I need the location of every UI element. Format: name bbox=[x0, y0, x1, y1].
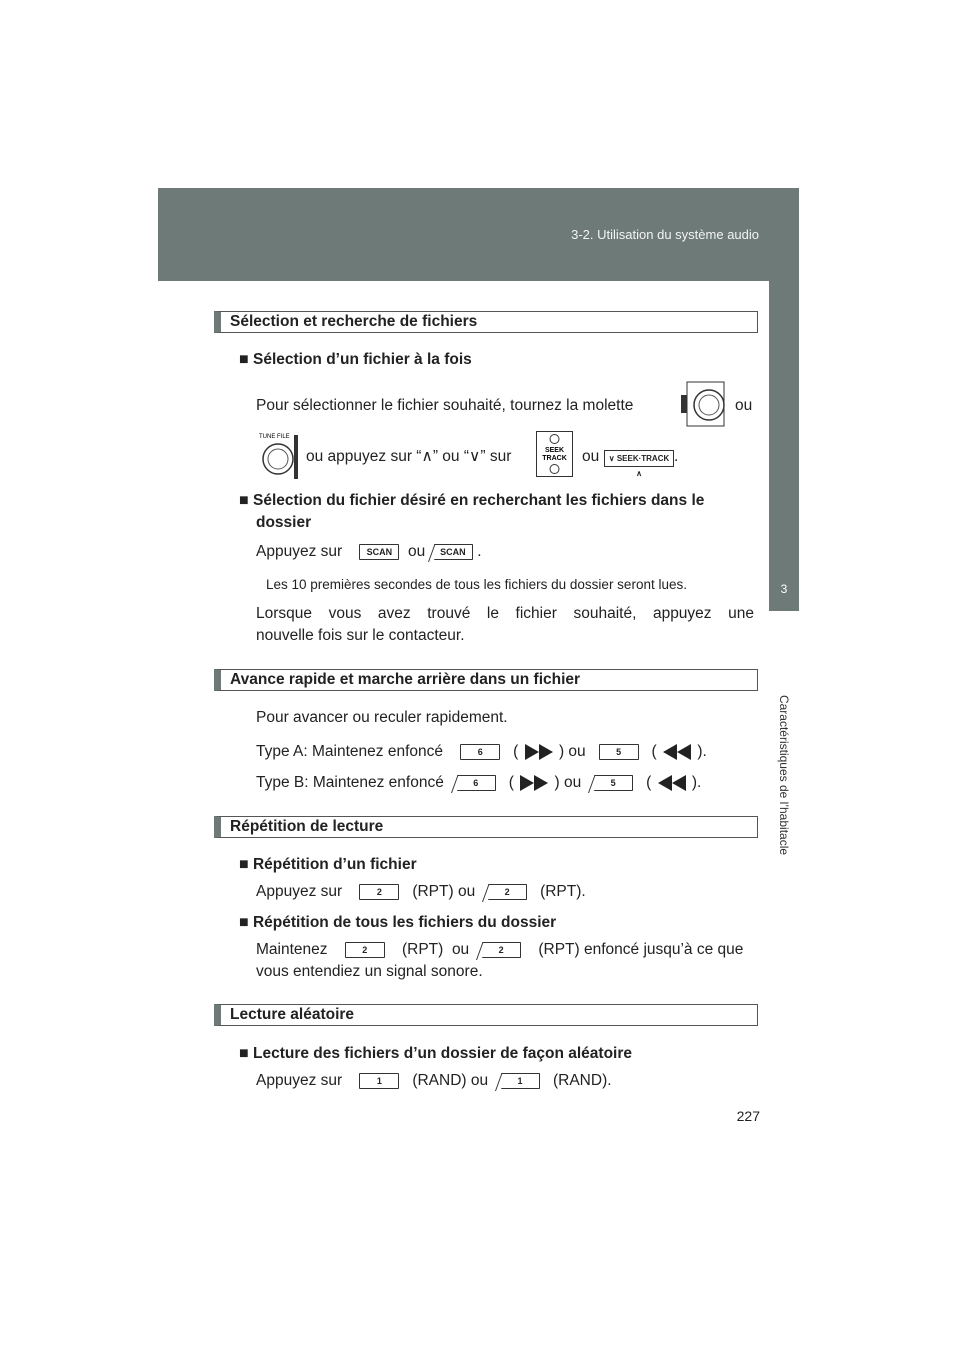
paragraph: ou appuyez sur “∧” ou “∨” sur bbox=[306, 448, 512, 465]
paragraph: Lorsque vous avez trouvé le fichier souhaité, appuyez une bbox=[256, 605, 754, 622]
fast-forward-icon bbox=[518, 775, 550, 791]
subheading: ■ Sélection du fichier désiré en recherchant les fichiers dans le bbox=[239, 492, 705, 509]
paragraph: Appuyez sur SCAN ou SCAN . bbox=[256, 543, 482, 560]
scan-key-icon: SCAN bbox=[359, 544, 399, 560]
note: Les 10 premières secondes de tous les fichiers du dossier seront lues. bbox=[266, 577, 687, 592]
key-6-icon: 6 bbox=[457, 775, 496, 791]
svg-text:SEEK: SEEK bbox=[544, 447, 565, 454]
rewind-icon bbox=[656, 775, 688, 791]
paragraph: vous entendiez un signal sonore. bbox=[256, 963, 483, 980]
key-5-icon: 5 bbox=[599, 744, 639, 760]
page-number: 227 bbox=[736, 1108, 760, 1124]
paragraph: Appuyez sur 2 (RPT) ou 2 (RPT). bbox=[256, 883, 586, 900]
seek-track-button-icon bbox=[536, 431, 574, 477]
svg-text:TUNE FILE: TUNE FILE bbox=[259, 434, 290, 440]
header-title: 3-2. Utilisation du système audio bbox=[571, 227, 759, 242]
subheading: ■ Sélection d’un fichier à la fois bbox=[239, 351, 472, 368]
chapter-tab bbox=[769, 281, 799, 611]
subheading: ■ Lecture des fichiers d’un dossier de façon aléatoire bbox=[239, 1045, 632, 1062]
type-a-line: Type A: Maintenez enfoncé 6 ( ) ou 5 ( ). bbox=[256, 743, 707, 760]
key-2-icon: 2 bbox=[345, 942, 385, 958]
rewind-icon bbox=[661, 744, 693, 760]
period: . bbox=[674, 448, 679, 465]
svg-text:TRACK: TRACK bbox=[542, 455, 567, 462]
scan-key-icon: SCAN bbox=[434, 544, 473, 560]
tune-file-knob-icon bbox=[681, 381, 725, 427]
key-2-icon: 2 bbox=[359, 884, 399, 900]
chapter-number: 3 bbox=[780, 582, 788, 596]
key-6-icon: 6 bbox=[460, 744, 500, 760]
subheading: ■ Répétition d’un fichier bbox=[239, 856, 417, 873]
key-2-icon: 2 bbox=[488, 884, 527, 900]
paragraph: nouvelle fois sur le contacteur. bbox=[256, 627, 465, 644]
chapter-side-label: Caractéristiques de l’habitacle bbox=[777, 694, 791, 856]
header-bar bbox=[158, 188, 799, 281]
section-header-file-selection: Sélection et recherche de fichiers bbox=[214, 311, 758, 333]
key-1-icon: 1 bbox=[501, 1073, 540, 1089]
section-header-random: Lecture aléatoire bbox=[214, 1004, 758, 1026]
key-1-icon: 1 bbox=[359, 1073, 399, 1089]
tune-file-knob-icon bbox=[256, 429, 301, 479]
text-ou: ou bbox=[735, 397, 753, 414]
fast-forward-icon bbox=[523, 744, 555, 760]
paragraph: Pour sélectionner le fichier souhaité, tournez la molette bbox=[256, 397, 634, 414]
key-5-icon: 5 bbox=[594, 775, 633, 791]
paragraph: Maintenez 2 (RPT) ou 2 (RPT) enfoncé jusqu’à ce que bbox=[256, 941, 744, 958]
subheading-cont: dossier bbox=[256, 514, 312, 531]
key-2-icon: 2 bbox=[482, 942, 521, 958]
text-ou: ou bbox=[582, 448, 600, 465]
paragraph: Appuyez sur 1 (RAND) ou 1 (RAND). bbox=[256, 1072, 612, 1089]
section-header-fast-forward: Avance rapide et marche arrière dans un fichier bbox=[214, 669, 758, 691]
paragraph: Pour avancer ou reculer rapidement. bbox=[256, 709, 508, 726]
type-b-line: Type B: Maintenez enfoncé 6 ( ) ou 5 ( ). bbox=[256, 774, 702, 791]
seek-track-bar-icon: ∨ SEEK·TRACK ∧ bbox=[604, 450, 674, 467]
section-header-repeat: Répétition de lecture bbox=[214, 816, 758, 838]
subheading: ■ Répétition de tous les fichiers du dossier bbox=[239, 914, 557, 931]
